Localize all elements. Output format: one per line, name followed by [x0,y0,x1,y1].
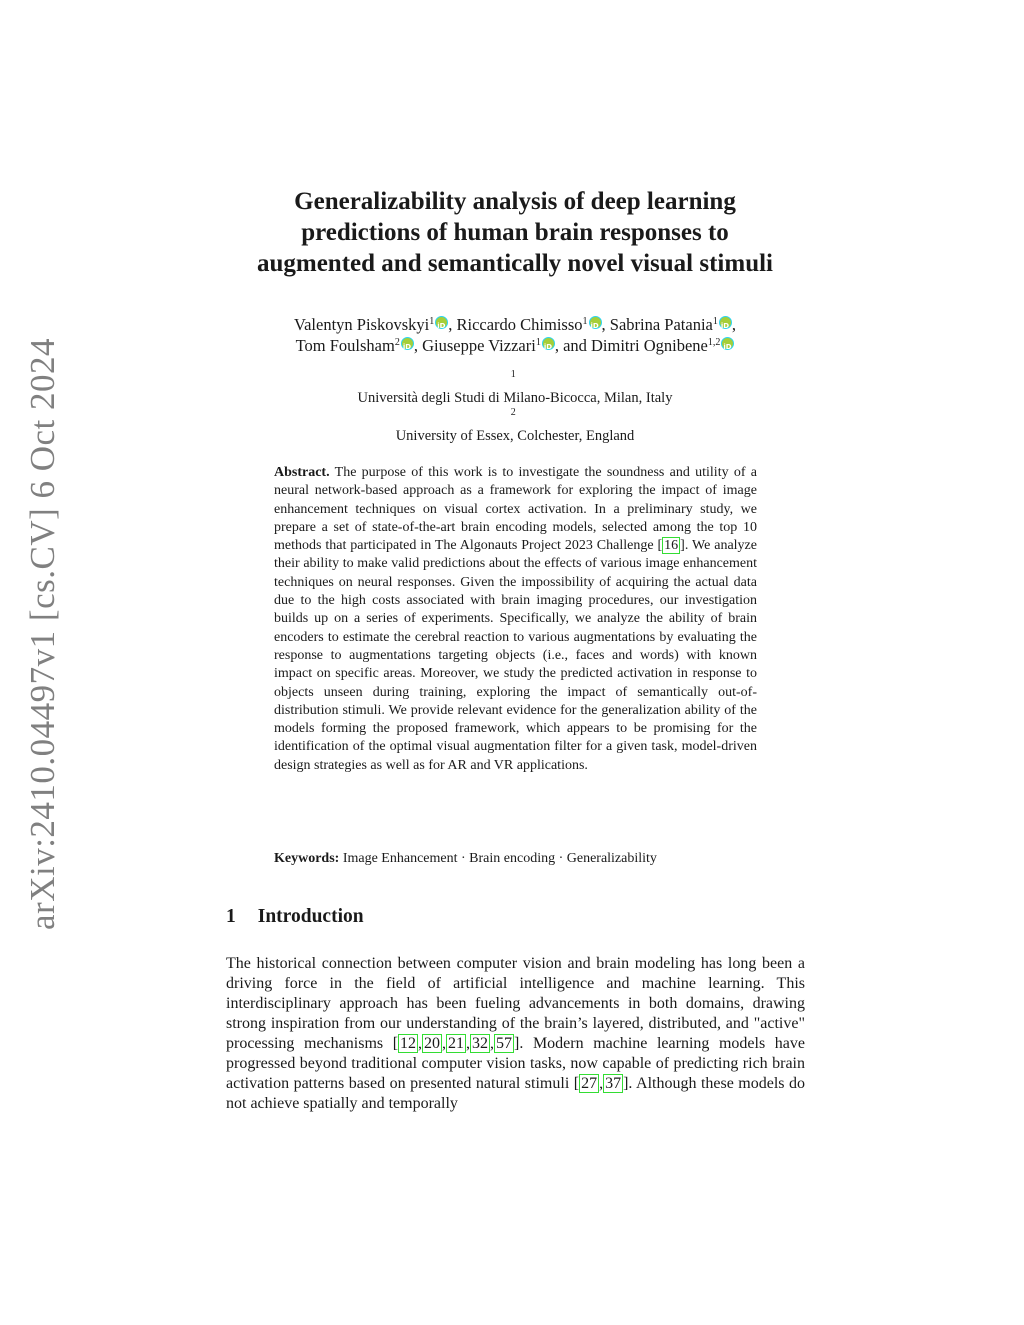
citation-link[interactable]: 27 [581,1075,598,1092]
keywords-text: Image Enhancement · Brain encoding · Generalizability [342,851,657,866]
affiliation-text: Università degli Studi di Milano-Bicocca, Milan, Italy [357,390,673,406]
orcid-icon[interactable] [435,316,448,329]
intro-text: . Although these models do not achieve spatially and temporally [226,1075,806,1112]
affiliation-mark: 1 [429,316,435,327]
title-line: Generalizability analysis of deep learning [294,188,736,215]
author-name: Tom Foulsham [295,336,395,355]
intro-text: . Modern machine learning models have progressed beyond traditional computer vision tasks, now capable of predicting rich brain activation patterns based on presented natural stimuli [226,1035,805,1092]
abstract-label: Abstract. [274,465,330,480]
affiliation-mark: 1,2 [707,337,721,348]
author-name: Giuseppe Vizzari [422,336,536,355]
keywords-label: Keywords: [274,851,340,866]
citation-link[interactable]: 16 [664,538,679,554]
affiliations [200,370,830,446]
citation-link[interactable]: 37 [605,1075,622,1092]
citation-link[interactable]: 21 [448,1035,465,1052]
author-separator: , [413,336,423,355]
author-name: Dimitri Ognibene [591,336,708,355]
affiliation [200,408,830,446]
affiliation-mark: 1 [510,369,516,380]
orcid-icon[interactable] [589,316,602,329]
affiliation-mark: 2 [510,407,516,418]
citation-link[interactable]: 57 [496,1035,513,1052]
author-separator: , [731,315,736,334]
author-name: Sabrina Patania [609,315,713,334]
abstract-text: . We analyze their ability to make valid predictions about the effects of various image enhancement techniques on neural responses. Given the impossibility of acquiring the actual data due to the high costs associated with brain imaging procedures, our investigation builds up on a series of experiments. Specifically, we analyze the ability of brain encoders to estimate the cerebral reaction to various augmentations by evaluating the response to augmentations targeting objects (i.e., faces and words) with known impact on specific areas. Moreover, we study the predicted activation in response to objects unseen during training, exploring the impact of semantically out-of-distribution stimuli. We provide relevant evidence for the generalization ability of the models forming the proposed framework, which appears to be promising for the identification of the optimal visual augmentation filter for a given task, model-driven design strategies as well as for AR and VR applications. [274,538,757,773]
orcid-icon[interactable] [721,337,734,350]
citation-link[interactable]: 20 [424,1035,441,1052]
orcid-icon[interactable] [542,337,555,350]
affiliation-mark: 1 [535,337,541,348]
affiliation-mark: 2 [394,337,400,348]
keywords [274,850,774,868]
author-line [200,335,830,356]
title-line: augmented and semantically novel visual stimuli [256,250,773,277]
citation-link[interactable]: 32 [472,1035,489,1052]
author-name: Valentyn Piskovskyi [294,315,430,334]
author-separator: , [448,315,457,334]
section-title: Introduction [257,906,364,927]
section-heading [226,906,364,928]
citation-link[interactable]: 12 [400,1035,417,1052]
paper-title [200,186,830,279]
affiliation [200,370,830,408]
author-line [200,314,830,335]
abstract: Abstract. The purpose of this work is to investigate the soundness and utility of a neural network-based approach as a framework for exploring the impact of image enhancement techniques on visual cortex activation. In a preliminary study, we prepare a set of state-of-the-art brain encoding models, selected among the top 10 methods that participated in The Algonauts Project 2023 Challenge [ 16 ]. We analyze their ability to make valid predictions about the effects of various image enhancement techniques on neural responses. Given the impossibility of acquiring the actual data due to the high costs associated with brain imaging procedures, our investigation builds up on a series of experiments. Specifically, we analyze the ability of brain encoders to estimate the cerebral reaction to various augmentations by evaluating the response to augmentations targeting objects (i.e., faces and words) with known impact on specific areas. Moreover, we study the predicted activation in response to objects unseen during training, exploring the impact of semantically out-of-distribution stimuli. We provide relevant evidence for the generalization ability of the models forming the proposed framework, which appears to be promising for the identification of the optimal visual augmentation filter for a given task, model-driven design strategies as well as for AR and VR applications. [274,465,758,773]
orcid-icon[interactable] [401,337,414,350]
affiliation-mark: 1 [582,316,588,327]
affiliation-text: University of Essex, Colchester, England [395,428,635,444]
arxiv-stamp: arXiv:2410.04497v1 [cs.CV] 6 Oct 2024 [23,337,62,930]
affiliation-mark: 1 [712,316,718,327]
intro-text: The historical connection between computer vision and brain modeling has long been a driving force in the field of artificial intelligence and machine learning. This interdisciplinary approach has been fueling advancements in both domains, drawing strong inspiration from our understanding of the brain’s layered, distributed, and "active" processing mechanisms [226,955,805,1052]
title-line: predictions of human brain responses to [301,219,729,246]
author-list [200,314,830,356]
intro-paragraph: The historical connection between computer vision and brain modeling has long been a driving force in the field of artificial intelligence and machine learning. This interdisciplinary approach has been fueling advancements in both domains, drawing strong inspiration from our understanding of the brain’s layered, distributed, and "active" processing mechanisms [ 12 , 20 , 21 , 32 , 57 ]. Modern machine learning models have progressed beyond traditional computer vision tasks, now capable of predicting rich brain activation patterns based on presented natural stimuli [ 27 , 37 ]. Although these models do not achieve spatially and temporally [226,955,806,1112]
author-separator: , [601,315,610,334]
orcid-icon[interactable] [719,316,732,329]
author-separator: , and [554,336,592,355]
abstract-text: The purpose of this work is to investigate the soundness and utility of a neural network-based approach as a framework for exploring the impact of image enhancement techniques on visual cortex activation. In a preliminary study, we prepare a set of state-of-the-art brain encoding models, selected among the top 10 methods that participated in The Algonauts Project 2023 Challenge [274,465,758,554]
author-name: Riccardo Chimisso [456,315,583,334]
section-number: 1 [226,906,236,927]
